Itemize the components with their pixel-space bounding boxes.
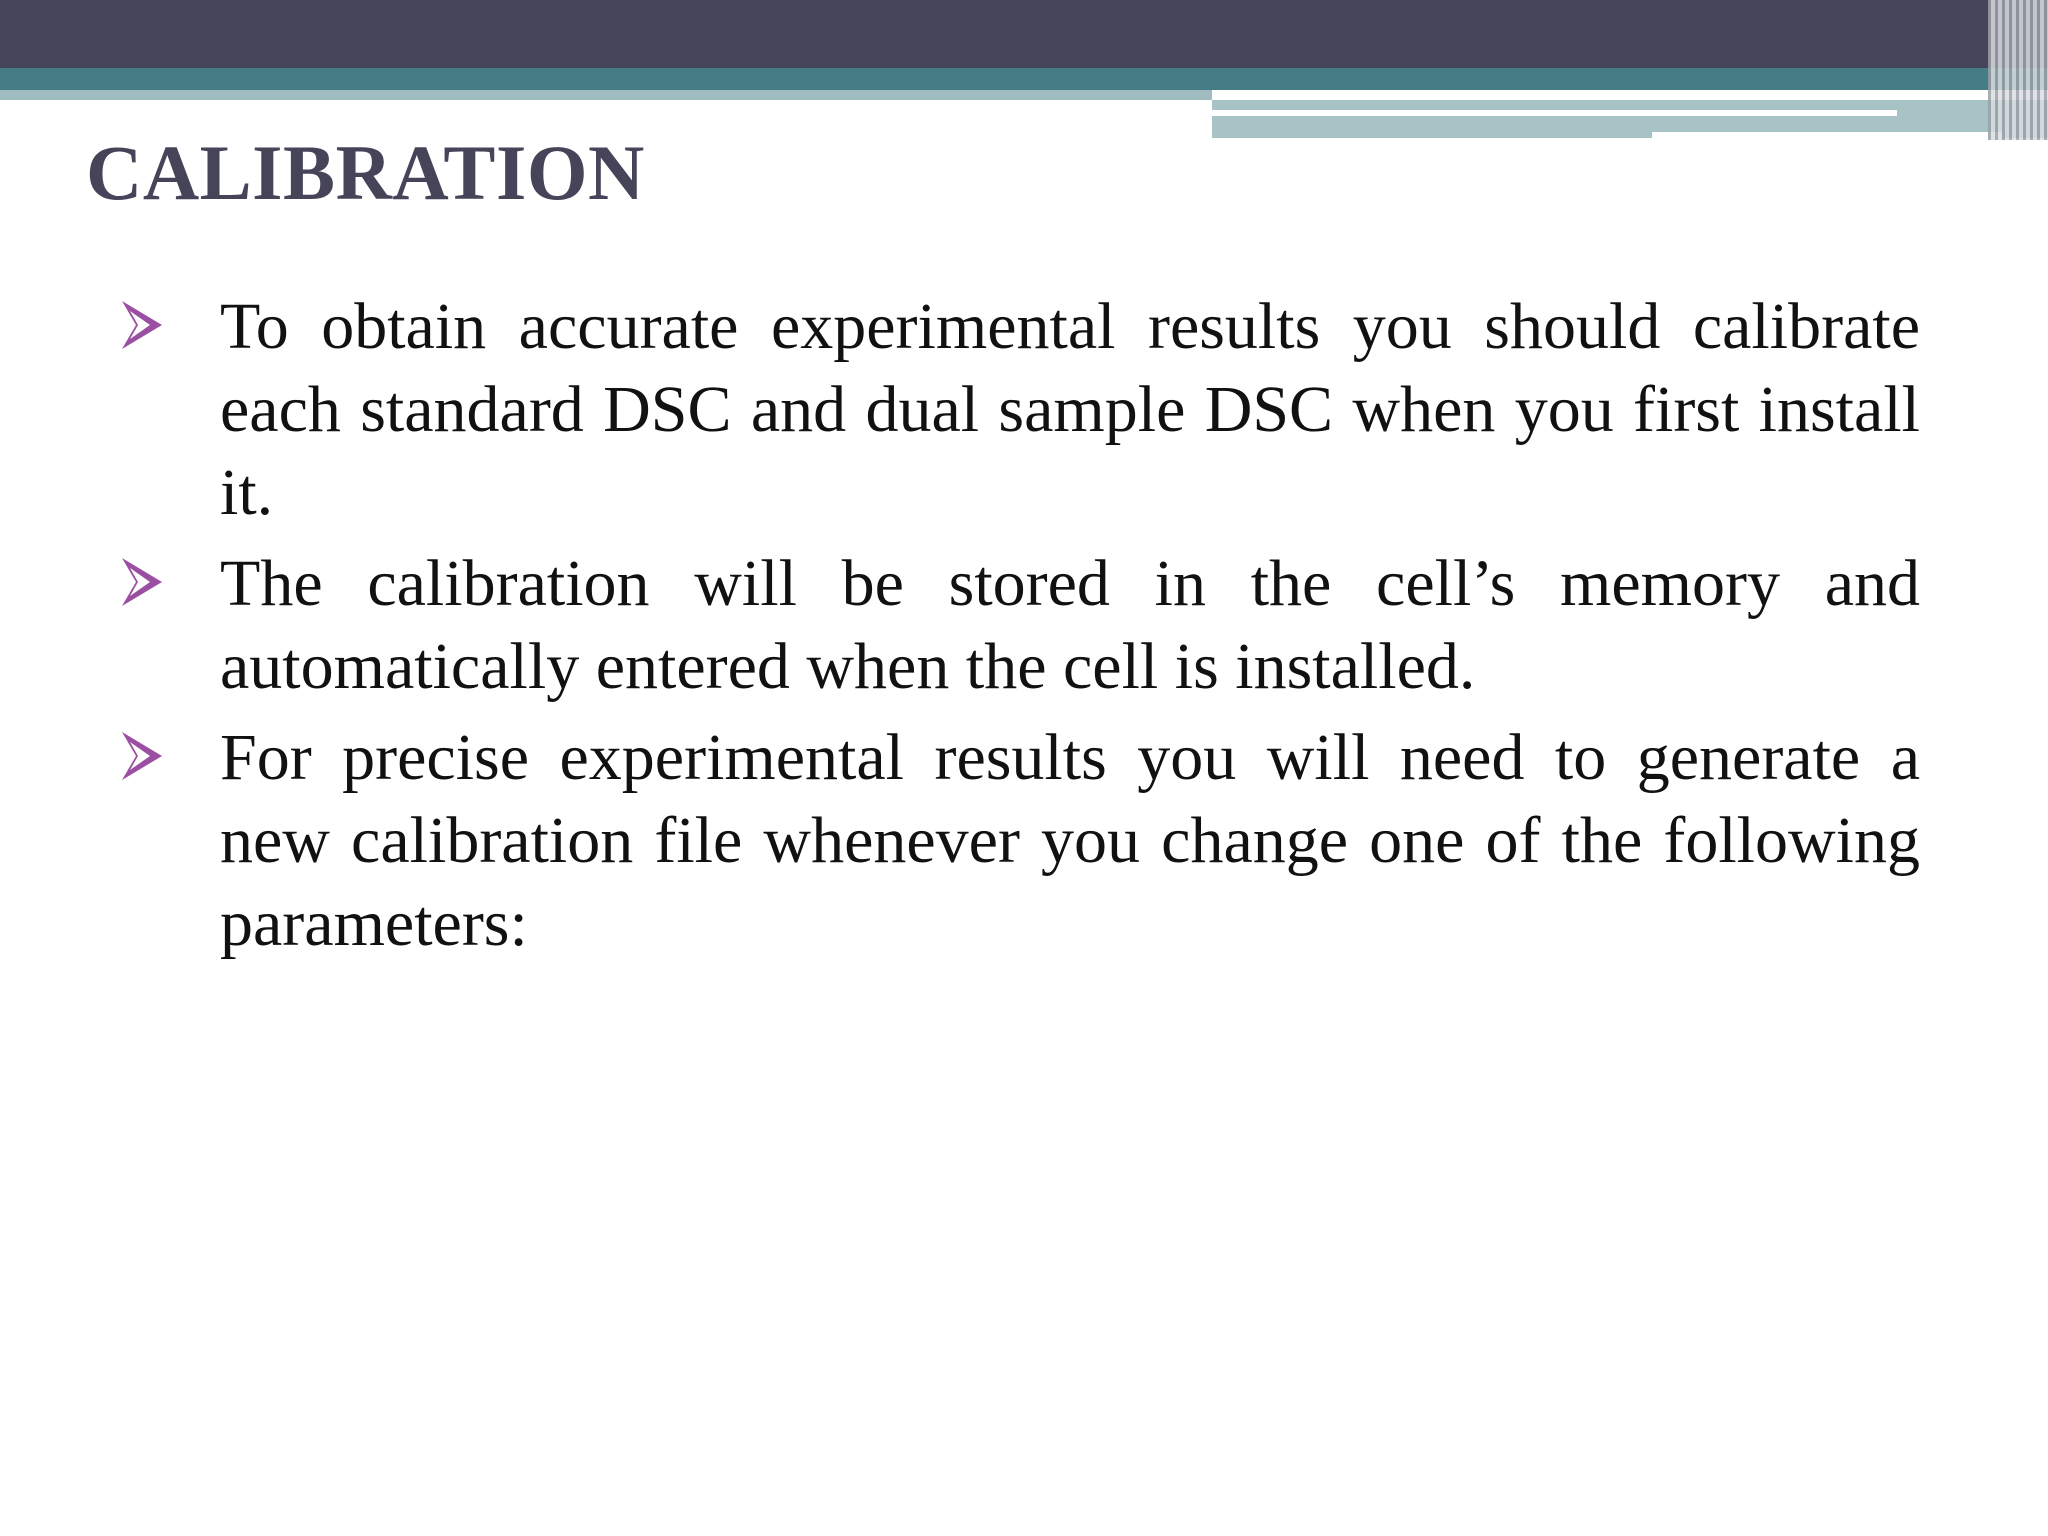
header-band-dark	[0, 0, 2048, 68]
bullet-item	[120, 542, 1920, 708]
edge-stripes-decoration	[1988, 0, 2048, 140]
bullet-text: The calibration will be stored in the cell’s memory and automatically entered when the cell is installed.	[220, 547, 1920, 703]
bullet-item	[120, 285, 1920, 534]
arrowhead-bullet-icon	[120, 556, 164, 608]
bullet-item	[120, 716, 1920, 965]
arrowhead-bullet-icon	[120, 730, 164, 782]
bullet-text: To obtain accurate experimental results you should calibrate each standard DSC and dual sample DSC when you first install it.	[220, 290, 1920, 529]
header-band-white-notch	[1652, 132, 2002, 140]
bullet-text: For precise experimental results you will need to generate a new calibration file whenever you change one of the following parameters:	[220, 721, 1920, 960]
arrowhead-bullet-icon	[120, 299, 164, 351]
header-band-white-line	[1212, 110, 1897, 116]
header-band-teal	[0, 68, 2048, 90]
bullet-list	[120, 285, 1920, 973]
slide-title: CALIBRATION	[86, 129, 645, 216]
header-band-light-left	[0, 90, 1212, 100]
